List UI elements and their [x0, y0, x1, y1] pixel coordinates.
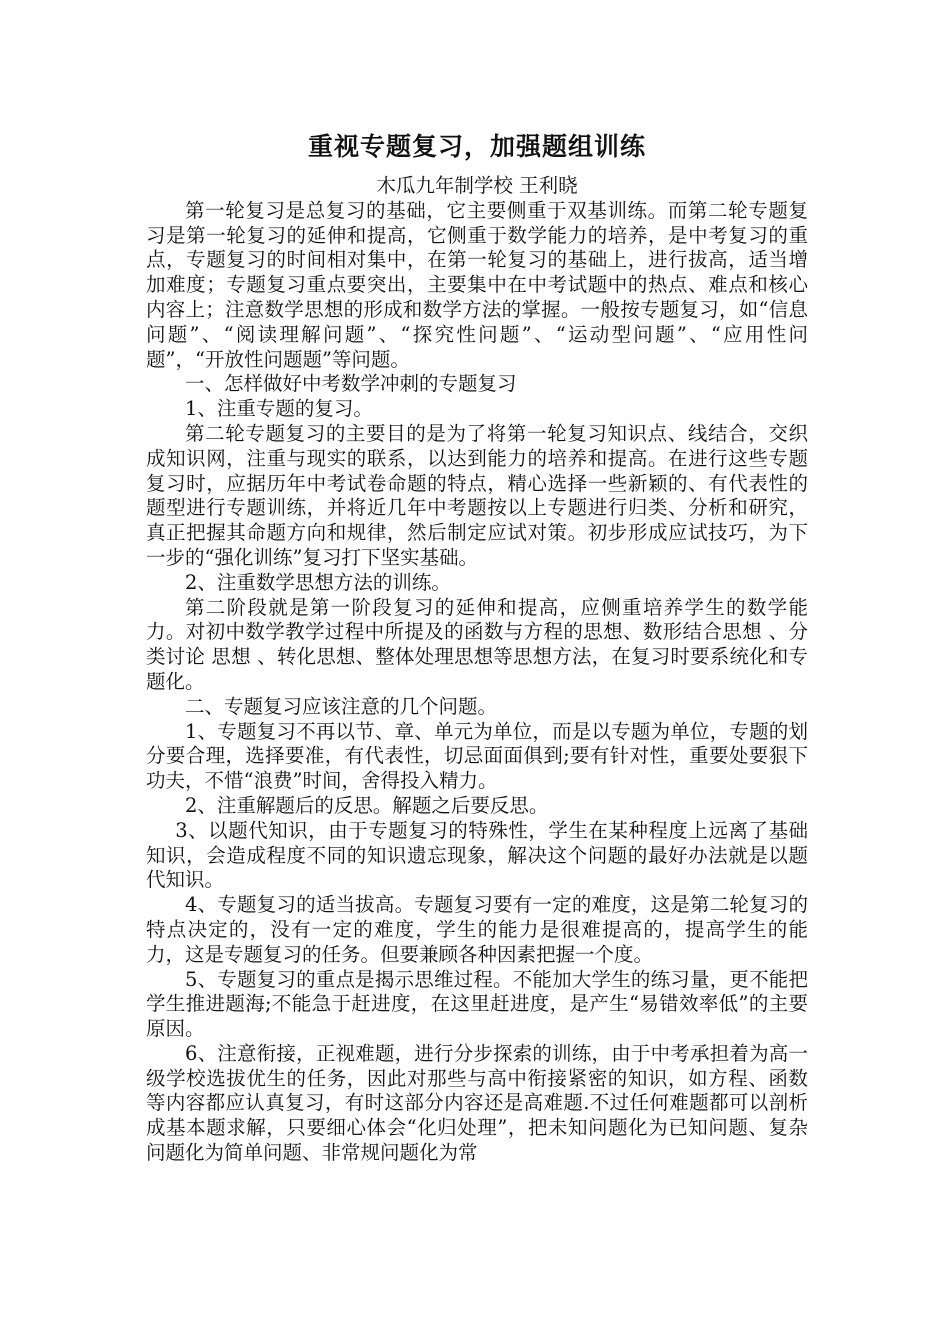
paragraph-2-4: 4、专题复习的适当拔高。专题复习要有一定的难度，这是第二轮复习的特点决定的，没有一定的难度，学生的能力是很难提高的，提高学生的能力，这是专题复习的任务。但要兼顾各种因素把握一个度。: [146, 893, 808, 966]
paragraph-intro: 第一轮复习是总复习的基础，它主要侧重于双基训练。而第二轮专题复习是第一轮复习的延伸和提高，它侧重于数学能力的培养，是中考复习的重点，专题复习的时间相对集中，在第一轮复习的基础上，进行拔高，适当增加难度；专题复习重点要突出，主要集中在中考试题中的热点、难点和核心内容上；注意数学思想的形成和数学方法的掌握。一般按专题复习，如“信息问题”、“阅读理解问题”、“探究性问题”、“运动型问题”、“应用性问题”，“开放性问题题”等问题。: [146, 198, 808, 371]
paragraph-1-1: 第二轮专题复习的主要目的是为了将第一轮复习知识点、线结合，交织成知识网，注重与现实的联系，以达到能力的培养和提高。在进行这些专题复习时，应据历年中考试卷命题的特点，精心选择一些新颖的、有代表性的题型进行专题训练，并将近几年中考题按以上专题进行归类、分析和研究，真正把握其命题方向和规律，然后制定应试对策。初步形成应试技巧，为下一步的“强化训练”复习打下坚实基础。: [146, 421, 808, 569]
paragraph-2-1: 1、专题复习不再以节、章、单元为单位，而是以专题为单位，专题的划分要合理，选择要准，有代表性，切忌面面俱到;要有针对性，重要处要狠下功夫，不惜“浪费”时间，舍得投入精力。: [146, 719, 808, 793]
section-heading-2: 二、专题复习应该注意的几个问题。: [185, 694, 498, 718]
subheading-1-1: 1、注重专题的复习。: [185, 397, 373, 421]
document-author: 木瓜九年制学校 王利晓: [376, 174, 578, 197]
subheading-1-2: 2、注重数学思想方法的训练。: [185, 570, 451, 594]
document-title: 重视专题复习，加强题组训练: [307, 132, 646, 161]
document-page: [146, 130, 808, 1166]
paragraph-1-2: 第二阶段就是第一阶段复习的延伸和提高，应侧重培养学生的数学能力。对初中数学教学过程中所提及的函数与方程的思想、数形结合思想 、分类讨论 思想 、转化思想、整体处理思想等思想方法，在复习时要系统化和专题化。: [146, 595, 808, 693]
paragraph-2-3: 3、以题代知识，由于专题复习的特殊性，学生在某种程度上远离了基础知识，会造成程度不同的知识遗忘现象，解决这个问题的最好办法就是以题代知识。: [146, 818, 808, 892]
paragraph-2-2: 2、注重解题后的反思。解题之后要反思。: [185, 793, 549, 817]
paragraph-2-6: 6、注意衔接，正视难题，进行分步探索的训练，由于中考承担着为高一级学校选拔优生的任务，因此对那些与高中衔接紧密的知识，如方程、函数等内容都应认真复习，有时这部分内容还是高难题.不过任何难题都可以剖析成基本题求解，只要细心体会“化归处理”，把未知问题化为已知问题、复杂问题化为简单问题、非常规问题化为常: [146, 1041, 808, 1165]
section-heading-1: 一、怎样做好中考数学冲刺的专题复习: [185, 372, 517, 396]
paragraph-2-5: 5、专题复习的重点是揭示思维过程。不能加大学生的练习量，更不能把学生推进题海;不能急于赶进度，在这里赶进度，是产生“易错效率低”的主要原因。: [146, 967, 808, 1041]
